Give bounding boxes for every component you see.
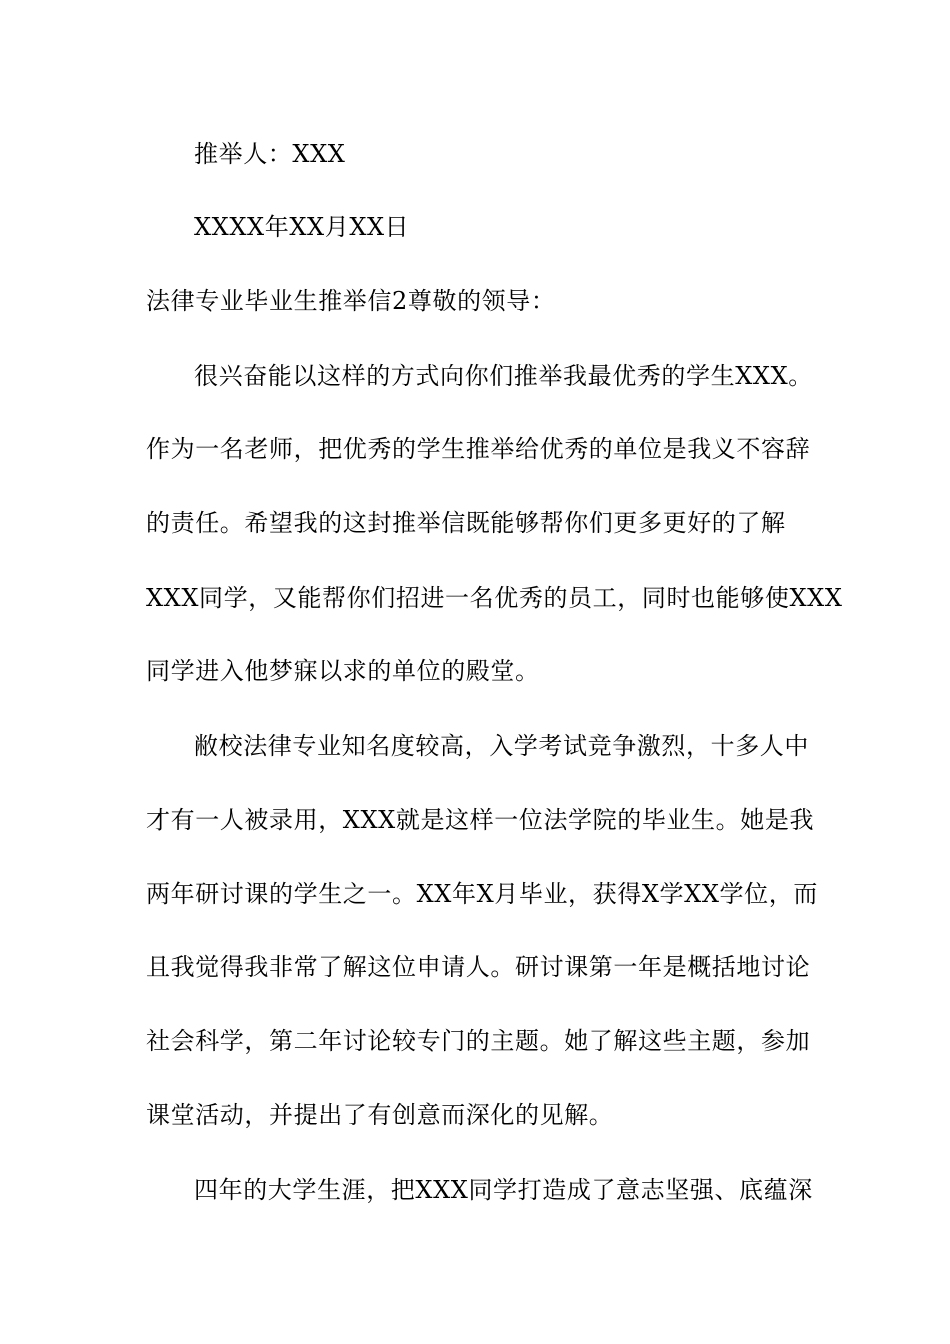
paragraph-line: 同学进入他梦寐以求的单位的殿堂。 [146,657,540,685]
paragraph-line: 四年的大学生涯，把XXX同学打造成了意志坚强、底蕴深 [194,1176,813,1204]
recommender-signature: 推举人：XXX [194,140,346,168]
signature-date: XXXX年XX月XX日 [194,213,410,241]
paragraph-line: 课堂活动，并提出了有创意而深化的见解。 [146,1101,614,1129]
paragraph-line: 的责任。希望我的这封推举信既能够帮你们更多更好的了解 [146,509,786,537]
paragraph-line: 才有一人被录用，XXX就是这样一位法学院的毕业生。她是我 [146,806,815,834]
paragraph-line: XXX同学，又能帮你们招进一名优秀的员工，同时也能够使XXX [146,584,843,612]
paragraph-line: 两年研讨课的学生之一。XX年X月毕业，获得X学XX学位，而 [146,880,818,908]
paragraph-line: 社会科学，第二年讨论较专门的主题。她了解这些主题，参加 [146,1027,811,1055]
paragraph-line: 敝校法律专业知名度较高，入学考试竞争激烈，十多人中 [194,732,809,760]
paragraph-line: 很兴奋能以这样的方式向你们推举我最优秀的学生XXX。 [194,362,813,390]
paragraph-line: 作为一名老师，把优秀的学生推举给优秀的单位是我义不容辞 [146,435,811,463]
paragraph-line: 且我觉得我非常了解这位申请人。研讨课第一年是概括地讨论 [146,953,811,981]
letter-heading: 法律专业毕业生推举信2尊敬的领导： [146,287,556,315]
